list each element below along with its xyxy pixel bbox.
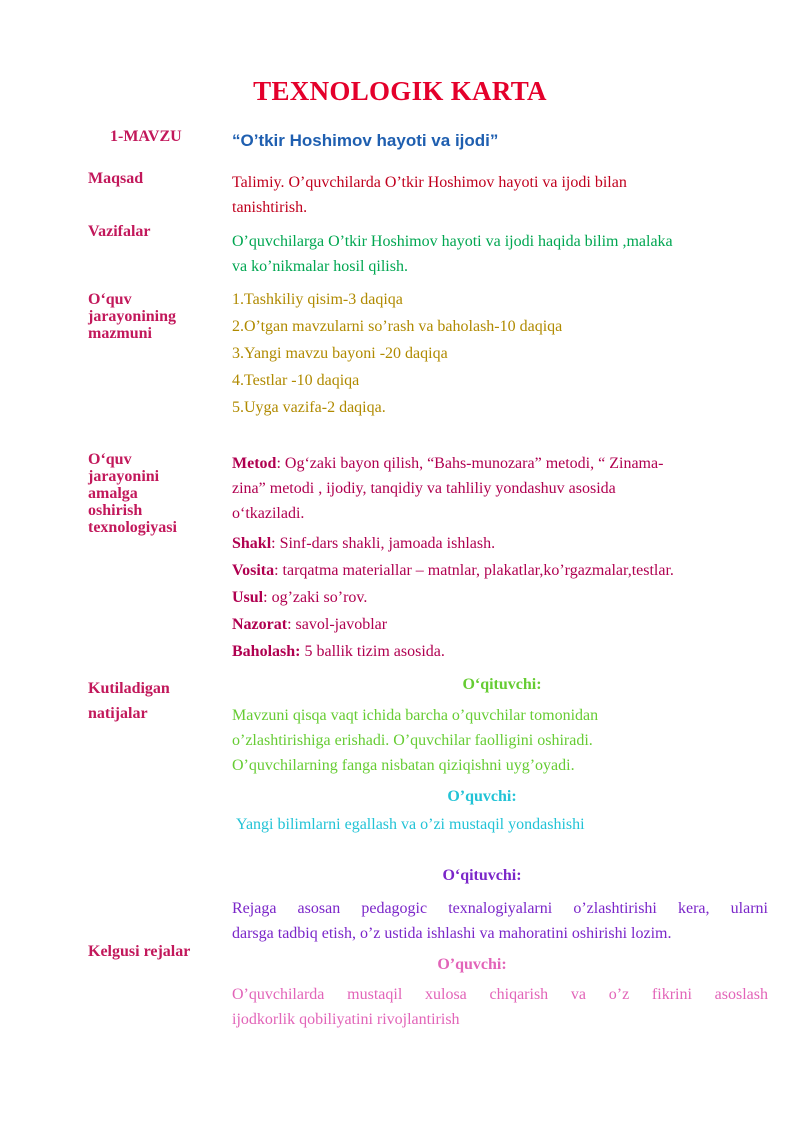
mazmuni-label: O‘quv jarayonining mazmuni [88, 291, 177, 342]
vosita-line: Vosita: tarqatma materiallar – matnlar, plakatlar,ko’rgazmalar,testlar. [232, 562, 674, 579]
usul-line: Usul: og’zaki so’rov. [232, 589, 368, 606]
usul-key: Usul [232, 589, 264, 606]
texnologiya-content [232, 451, 780, 664]
vosita-key: Vosita [232, 562, 275, 579]
rejalar-student-heading: O’quvchi: [437, 956, 507, 973]
step-item: 1.Tashkiliy qisim-3 daqiqa [232, 291, 403, 308]
vazifalar-line: O’quvchilarga O’tkir Hoshimov hayoti va ijodi haqida bilim ,malaka [232, 233, 673, 250]
rejalar-teacher-text: Rejaga asosan pedagogic texnalogiyalarni o’zlashtirishi kera, ularni darsga tadbiq etish, o’z ustida ishlashi va mahoratini oshirishi lozim. [232, 900, 768, 942]
shakl-key: Shakl [232, 535, 272, 552]
metod-line: o‘tkaziladi. [232, 505, 305, 522]
natijalar-student-text: Yangi bilimlarni egallash va o’zi mustaqil yondashishi [236, 816, 585, 833]
rejalar-teacher-heading: O‘qituvchi: [442, 867, 522, 884]
page-title: TEXNOLOGIK KARTA [253, 76, 547, 106]
step-item: 4.Testlar -10 daqiqa [232, 372, 360, 389]
natijalar-student-heading: O’quvchi: [447, 788, 517, 805]
step-item: 2.O’tgan mavzularni so’rash va baholash-10 daqiqa [232, 318, 563, 335]
nazorat-key: Nazorat [232, 616, 288, 633]
shakl-line: Shakl: Sinf-dars shakli, jamoada ishlash. [232, 535, 496, 552]
rejalar-label: Kelgusi rejalar [88, 943, 191, 960]
step-item: 3.Yangi mavzu bayoni -20 daqiqa [232, 345, 448, 362]
nazorat-line: Nazorat: savol-javoblar [232, 616, 388, 633]
vazifalar-label: Vazifalar [88, 223, 151, 240]
topic-title: “O’tkir Hoshimov hayoti va ijodi” [232, 131, 499, 150]
natijalar-teacher-heading: O‘qituvchi: [462, 676, 542, 693]
maqsad-line: Talimiy. O’quvchilarda O’tkir Hoshimov hayoti va ijodi bilan [232, 174, 627, 191]
rejalar-student-text: O’quvchilarda mustaqil xulosa chiqarish va o’z fikrini asoslash ijodkorlik qobiliyatini rivojlantirish [232, 986, 768, 1028]
metod-line: zina” metodi , ijodiy, tanqidiy va tahliliy yondashuv asosida [232, 480, 616, 497]
step-item: 5.Uyga vazifa-2 daqiqa. [232, 399, 386, 416]
maqsad-line: tanishtirish. [232, 199, 308, 216]
metod-key: Metod [232, 455, 277, 472]
vazifalar-text [232, 229, 772, 279]
baholash-key: Baholash: [232, 643, 301, 660]
mazmuni-steps [232, 286, 772, 421]
mavzu-label: 1-MAVZU [110, 128, 182, 145]
maqsad-label: Maqsad [88, 170, 144, 187]
natijalar-teacher-text: Mavzuni qisqa vaqt ichida barcha o’quvchilar tomonidan o’zlashtirishiga erishadi. O’quvchilar faolligini oshiradi. O’quvchilarning fanga nisbatan qiziqishni uyg’oyadi. [232, 707, 599, 774]
metod-line: Metod: Og‘zaki bayon qilish, “Bahs-munozara” metodi, “ Zinama- [232, 455, 664, 472]
texnologiya-label: O‘quv jarayonini amalga oshirish texnologiyasi [88, 451, 177, 536]
baholash-line: Baholash: 5 ballik tizim asosida. [232, 643, 445, 660]
natijalar-label: Kutiladigan natijalar [88, 680, 170, 722]
maqsad-text [232, 170, 772, 220]
vazifalar-line: va ko’nikmalar hosil qilish. [232, 258, 408, 275]
